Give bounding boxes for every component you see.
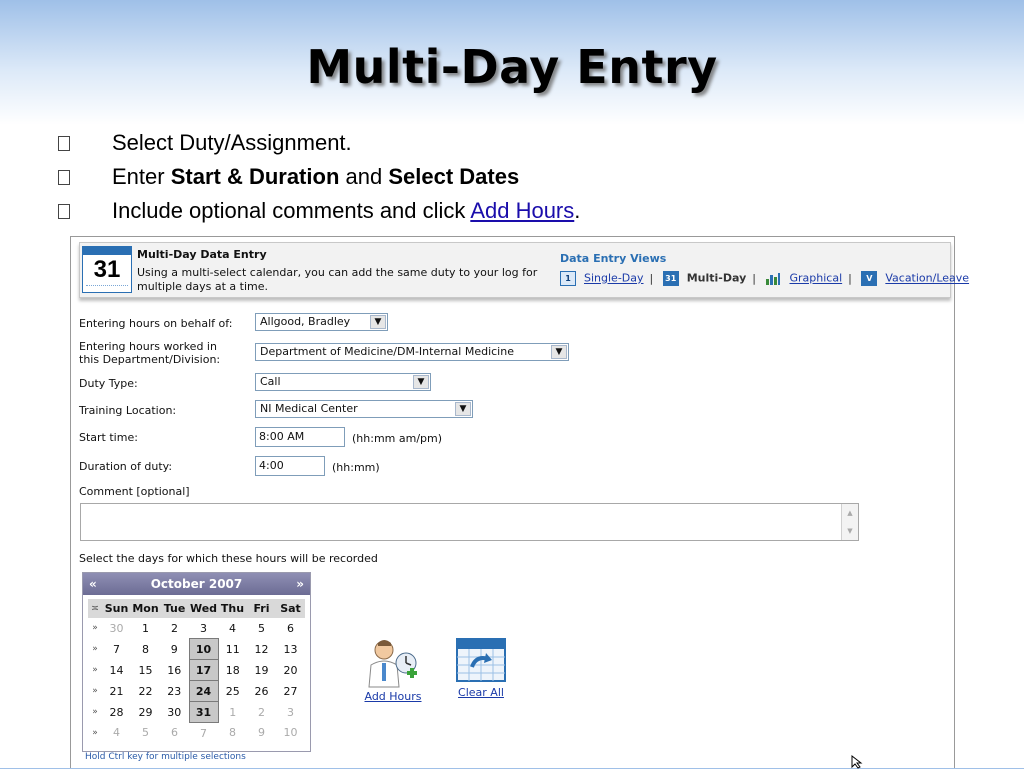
calendar-day[interactable]: 8 [229,726,236,740]
weekday-header[interactable]: Thu [218,599,247,618]
duty-type-value: Call [260,375,281,388]
calendar-day-selected[interactable]: 24 [189,681,218,702]
calendar-day[interactable]: 5 [142,726,149,740]
behalf-value: Allgood, Bradley [260,315,351,328]
location-select[interactable] [255,400,473,418]
week-select-button[interactable]: » [92,727,98,738]
calendar-day[interactable]: 9 [258,726,265,740]
bullet-text: and [339,164,389,189]
calendar-day[interactable]: 6 [171,726,178,740]
calendar-day[interactable]: 2 [258,705,265,719]
chevron-down-icon[interactable]: ▼ [370,315,386,329]
start-time-label: Start time: [79,431,138,444]
calendar-day[interactable]: 1 [142,621,149,635]
calendar-undo-icon[interactable] [456,637,506,683]
calendar-week-row [88,702,305,723]
behalf-select[interactable] [255,313,388,331]
department-select[interactable] [255,343,569,361]
calendar-day[interactable]: 19 [254,663,269,677]
calendar-week-row [88,639,305,660]
duration-input[interactable]: 4:00 [255,456,325,476]
week-select-button[interactable]: » [92,623,98,634]
add-hours-action[interactable] [361,637,425,703]
doctor-add-icon[interactable] [364,637,422,687]
calendar-week-row [88,618,305,639]
calendar-week-row [88,723,305,744]
location-value: NI Medical Center [260,402,358,415]
calendar-day[interactable]: 16 [167,663,182,677]
week-select-button[interactable]: » [92,686,98,696]
calendar-day[interactable]: 28 [109,705,124,719]
calendar-grid [88,599,305,743]
calendar-day[interactable]: 3 [200,621,207,635]
bullet-item [58,194,580,228]
calendar-day[interactable]: 13 [283,642,298,656]
calendar-day[interactable]: 30 [109,621,124,635]
calendar-day[interactable]: 27 [283,684,298,698]
weekday-header[interactable]: Sun [102,599,131,618]
prev-month-button[interactable]: « [89,577,97,591]
multi-day-screenshot [70,236,970,768]
department-value: Department of Medicine/DM-Internal Medicine [260,345,514,358]
header-title: Multi-Day Data Entry [137,248,267,261]
calendar-day[interactable]: 29 [138,705,153,719]
duration-hint: (hh:mm) [332,461,380,474]
clear-all-action[interactable] [453,637,509,699]
calendar-header [83,573,310,595]
comment-scrollbar[interactable] [841,504,858,540]
bullet-item [58,160,580,194]
bullet-box-icon [58,136,70,151]
weekday-header[interactable]: Fri [247,599,276,618]
mouse-cursor-icon [851,755,863,769]
chevron-down-icon[interactable]: ▼ [455,402,471,416]
comment-label: Comment [optional] [79,485,190,498]
header-description: Using a multi-select calendar, you can add the same duty to your log for multiple days at a time. [137,266,538,293]
single-day-icon[interactable]: 1 [560,271,576,286]
weekday-header[interactable]: Wed [189,599,218,618]
calendar-day-selected[interactable]: 10 [189,639,218,660]
weekday-header[interactable]: Sat [276,599,305,618]
calendar-day[interactable]: 30 [167,705,182,719]
calendar-day[interactable]: 8 [142,642,149,656]
duty-type-label: Duty Type: [79,377,138,390]
calendar-day[interactable]: 6 [287,621,294,635]
calendar-day[interactable]: 18 [225,663,240,677]
bullet-text: Enter [112,164,171,189]
bullet-box-icon [58,170,70,185]
week-select-button[interactable]: » [92,644,98,654]
ctrl-key-note: Hold Ctrl key for multiple selections [85,752,246,762]
calendar-31-icon: 31 [82,246,132,293]
calendar-day[interactable]: 22 [138,684,153,698]
department-label: Entering hours worked in this Department/Division: [79,340,221,366]
location-label: Training Location: [79,404,177,417]
calendar-day[interactable]: 20 [283,663,298,677]
scroll-up-icon[interactable]: ▲ [847,509,853,517]
next-month-button[interactable]: » [296,577,304,591]
weekday-header[interactable]: Tue [160,599,189,618]
calendar-day[interactable]: 4 [229,621,236,635]
bullet-item [58,126,580,160]
views-nav: 1 Single-Day | 31 Multi-Day | Graphical | V Vacation/Leave [560,271,969,286]
bullet-bold-text: Select Dates [388,164,520,189]
days-label: Select the days for which these hours will be recorded [79,552,378,565]
bullet-list [58,126,580,228]
view-graphical[interactable]: Graphical [789,271,843,285]
calendar-day[interactable]: 3 [287,705,294,719]
calendar-day-selected[interactable]: 17 [189,660,218,681]
calendar-day[interactable]: 23 [167,684,182,698]
comment-textarea[interactable] [80,503,859,541]
view-multi-day-current: Multi-Day [686,271,747,285]
chevron-down-icon[interactable]: ▼ [551,345,567,359]
behalf-label: Entering hours on behalf of: [79,317,233,330]
calendar-day[interactable]: 10 [283,726,298,740]
calendar-day[interactable]: 14 [109,663,124,677]
week-select-button[interactable]: » [92,665,98,675]
calendar-day[interactable]: 12 [254,642,269,656]
bullet-bold-text: Start & Duration [170,164,340,189]
multi-select-calendar [82,572,311,752]
calendar-day[interactable]: 5 [258,621,265,635]
calendar-week-row [88,660,305,681]
add-hours-link[interactable]: Add Hours [470,198,575,223]
slide-title: Multi-Day Entry [306,40,718,94]
calendar-day[interactable]: 7 [113,642,120,656]
bullet-text: . [574,198,581,223]
calendar-day[interactable]: 11 [225,642,240,656]
view-vacation-leave[interactable]: Vacation/Leave [885,271,970,285]
calendar-day[interactable]: 15 [138,663,153,677]
vacation-icon[interactable]: V [861,271,877,286]
calendar-month: October 2007 [150,577,243,591]
calendar-day[interactable]: 1 [229,705,237,719]
bullet-text: Include optional comments and click [112,198,471,223]
add-hours-button[interactable]: Add Hours [364,690,422,703]
calendar-day[interactable]: 26 [254,684,269,698]
calendar-day[interactable]: 25 [225,684,240,698]
scroll-down-icon[interactable]: ▼ [847,527,853,535]
week-select-button[interactable]: » [92,707,98,717]
calendar-day[interactable]: 9 [170,642,178,656]
entry-header [79,242,970,298]
weekday-header[interactable]: Mon [131,599,160,618]
graph-icon[interactable] [765,272,781,285]
start-time-hint: (hh:mm am/pm) [352,432,443,445]
calendar-day-selected[interactable]: 31 [189,702,218,723]
clear-all-button[interactable]: Clear All [458,686,504,699]
duration-label: Duration of duty: [79,460,173,473]
select-all-button[interactable]: ≍ [88,599,102,618]
calendar-day[interactable]: 4 [113,726,120,740]
chevron-down-icon[interactable]: ▼ [413,375,429,389]
views-title: Data Entry Views [560,252,667,265]
calendar-day[interactable]: 7 [200,726,207,740]
calendar-day[interactable]: 21 [109,684,124,698]
view-single-day[interactable]: Single-Day [584,271,644,285]
calendar-day[interactable]: 2 [171,621,178,635]
multi-day-icon: 31 [663,271,679,286]
start-time-input[interactable]: 8:00 AM [255,427,345,447]
duty-type-select[interactable] [255,373,431,391]
bullet-box-icon [58,204,70,219]
calendar-week-row [88,681,305,702]
bullet-text: Select Duty/Assignment. [112,130,352,155]
